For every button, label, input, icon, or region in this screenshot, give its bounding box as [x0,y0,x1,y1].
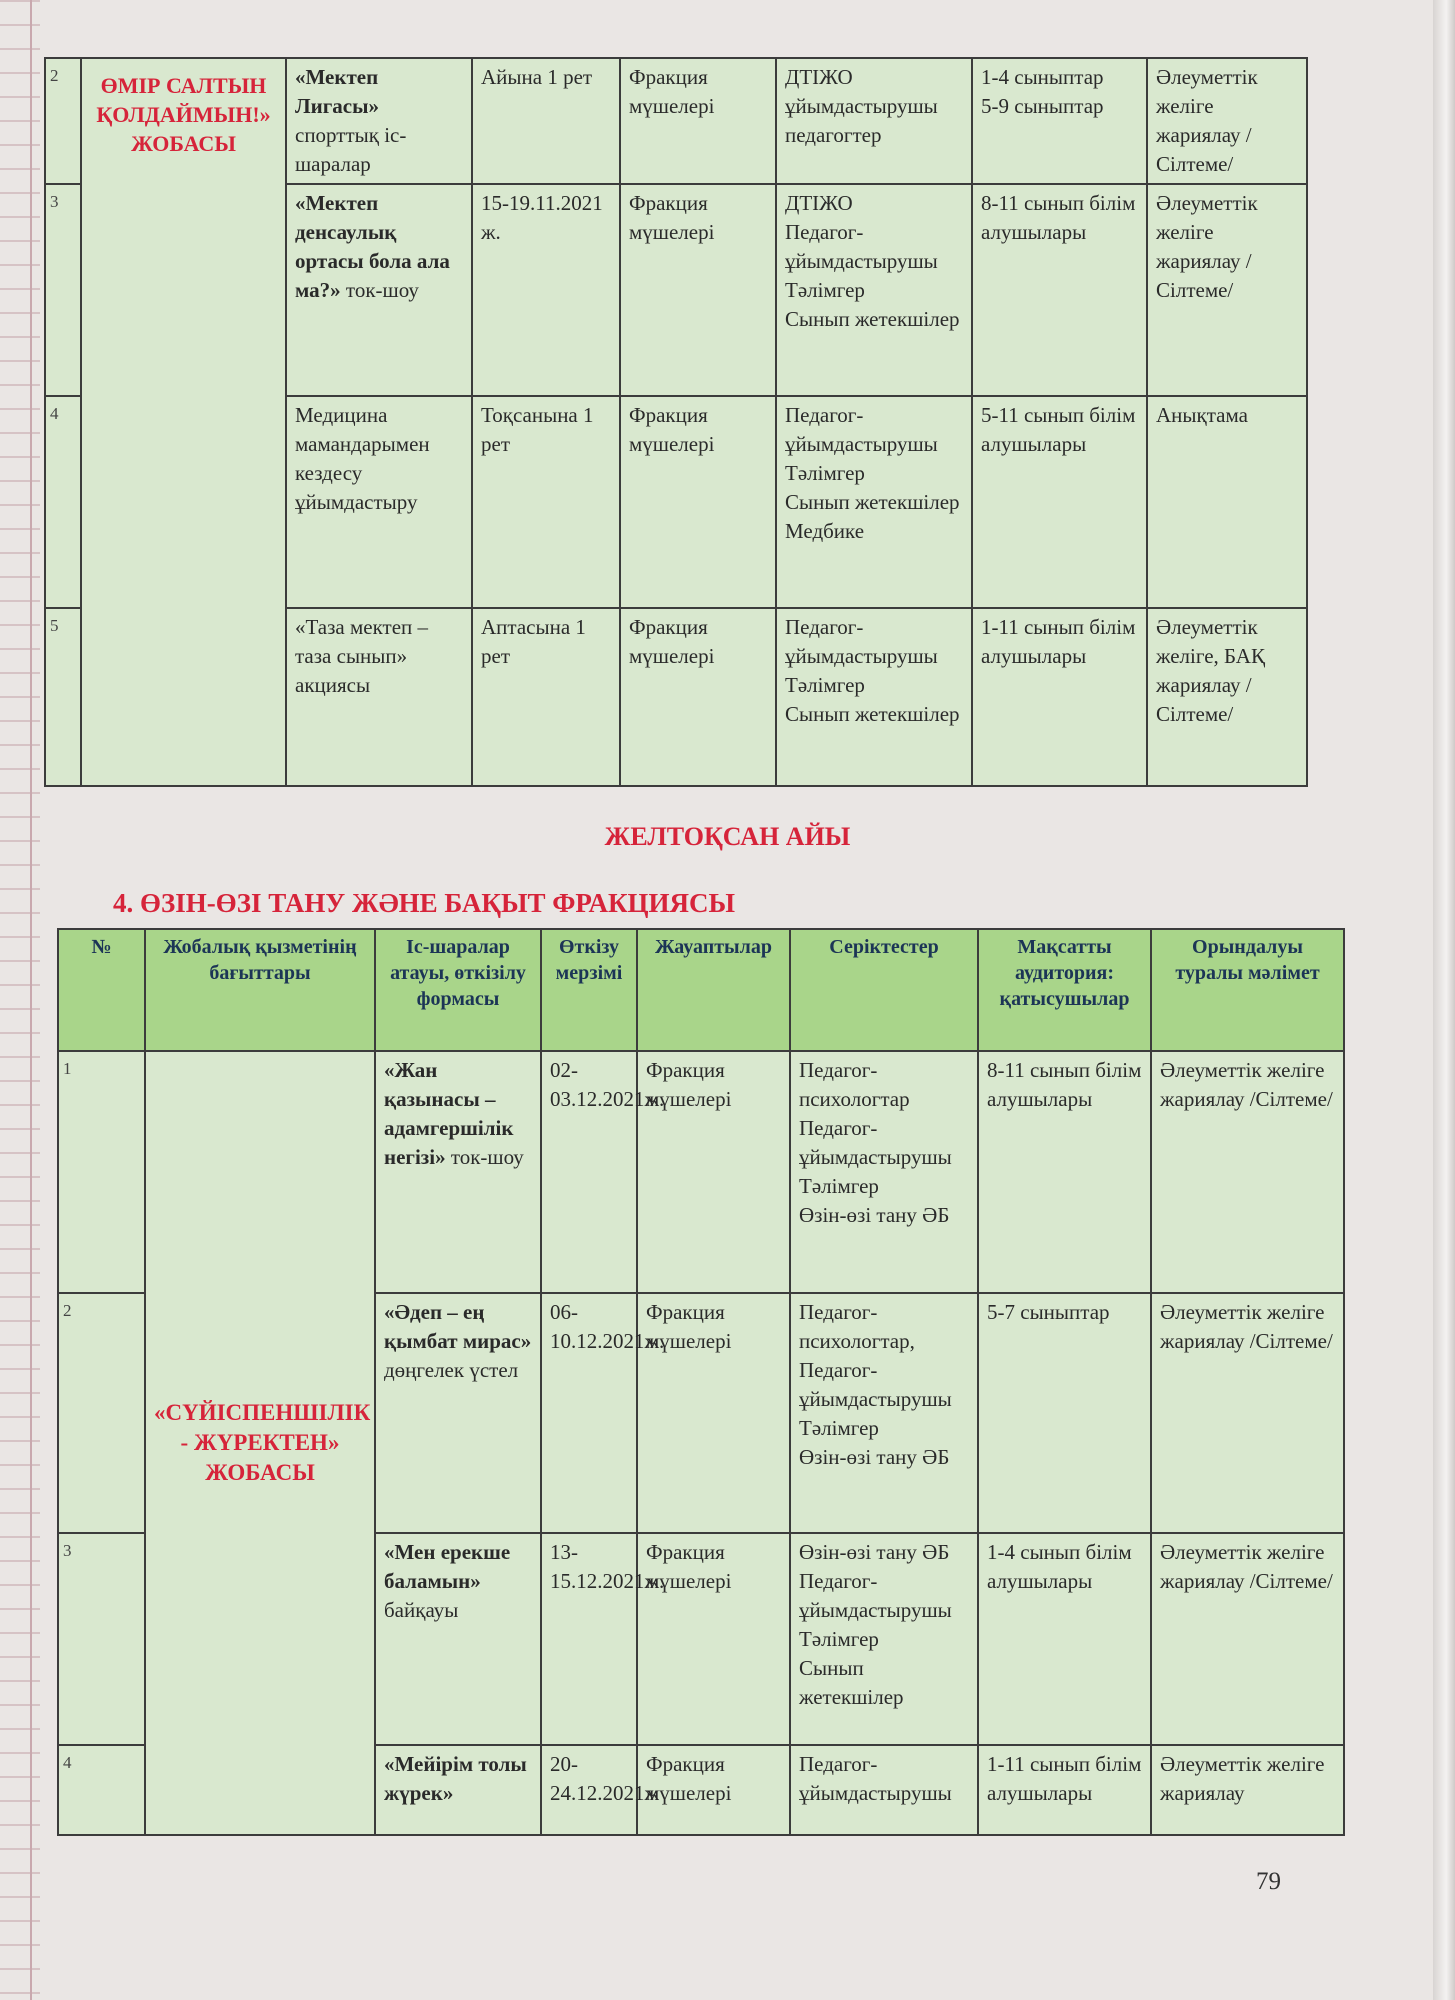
event-form: ток-шоу [450,1145,524,1169]
notebook-margin-line [30,0,32,2000]
audience-cell: 1-11 сынып білім алушылары [978,1745,1151,1835]
event-form: спорттық іс-шаралар [295,123,407,176]
date-cell: 20-24.12.2021ж [541,1745,637,1835]
row-number: 3 [58,1533,145,1745]
column-header-partners: Серіктестер [790,929,978,1051]
result-cell: Әлеуметтік желіге, БАҚ жариялау /Сілтеме/ [1147,608,1307,786]
audience-cell: 8-11 сынып білім алушылары [978,1051,1151,1293]
project-title: ӨМІР САЛТЫН ҚОЛДАЙМЫН!» ЖОБАСЫ [81,58,286,786]
project-title: «СҮЙІСПЕНШІЛІК - ЖҮРЕКТЕН» ЖОБАСЫ [145,1051,375,1835]
partners-cell: Педагог-ұйымдастырушы Тәлімгер Сынып жетекшілер [776,608,972,786]
responsible-cell: Фракция мүшелері [620,58,776,184]
result-cell: Әлеуметтік желіге жариялау /Сілтеме/ [1147,184,1307,396]
page-edge-shadow [1433,0,1455,2000]
responsible-cell: Фракция мүшелері [637,1293,790,1533]
row-number: 1 [58,1051,145,1293]
event-cell [286,396,472,608]
event-cell [375,1051,541,1293]
event-cell [286,58,472,184]
row-number: 2 [58,1293,145,1533]
audience-cell: 1-4 сыныптар 5-9 сыныптар [972,58,1147,184]
column-header-event: Іс-шаралар атауы, өткізілу формасы [375,929,541,1051]
audience-cell: 5-7 сыныптар [978,1293,1151,1533]
column-header-responsible: Жауаптылар [637,929,790,1051]
row-number: 3 [45,184,81,396]
audience-cell: 5-11 сынып білім алушылары [972,396,1147,608]
responsible-cell: Фракция мүшелері [620,396,776,608]
responsible-cell: Фракция мүшелері [637,1051,790,1293]
event-cell [286,184,472,396]
result-cell: Әлеуметтік желіге жариялау /Сілтеме/ [1151,1533,1344,1745]
event-title: «Жан қазынасы – адамгершілік негізі» [384,1058,514,1169]
column-header-date: Өткізу мерзімі [541,929,637,1051]
notebook-binding-marks [0,0,40,2000]
event-title: «Мейірім толы жүрек» [384,1752,527,1805]
partners-cell: Педагог-ұйымдастырушы [790,1745,978,1835]
table-header-row [58,929,1344,1051]
health-project-table [44,57,1308,787]
date-cell: 06-10.12.2021ж. [541,1293,637,1533]
event-cell [286,608,472,786]
partners-cell: Өзін-өзі тану ӘБ Педагог-ұйымдастырушы Тәлімгер Сынып жетекшілер [790,1533,978,1745]
row-number: 4 [45,396,81,608]
date-cell: 02-03.12.2021ж. [541,1051,637,1293]
column-header-direction: Жобалық қызметінің бағыттары [145,929,375,1051]
event-form: Медицина мамандарымен кездесу ұйымдастыру [295,403,430,514]
result-cell: Әлеуметтік желіге жариялау /Сілтеме/ [1147,58,1307,184]
result-cell: Әлеуметтік желіге жариялау /Сілтеме/ [1151,1051,1344,1293]
date-cell: Айына 1 рет [472,58,620,184]
table-row [58,1051,1344,1293]
event-title: «Мектеп Лигасы» [295,65,379,118]
responsible-cell: Фракция мүшелері [637,1533,790,1745]
event-form: «Таза мектеп – таза сынып» акциясы [295,615,429,697]
audience-cell: 1-11 сынып білім алушылары [972,608,1147,786]
column-header-result: Орындалуы туралы мәлімет [1151,929,1344,1051]
event-form: дөңгелек үстел [384,1358,519,1382]
date-cell: 15-19.11.2021 ж. [472,184,620,396]
row-number: 2 [45,58,81,184]
column-header-audience: Мақсатты аудитория: қатысушылар [978,929,1151,1051]
row-number: 4 [58,1745,145,1835]
responsible-cell: Фракция мүшелері [620,608,776,786]
audience-cell: 8-11 сынып білім алушылары [972,184,1147,396]
event-cell [375,1745,541,1835]
result-cell: Әлеуметтік желіге жариялау [1151,1745,1344,1835]
partners-cell: Педагог-ұйымдастырушы Тәлімгер Сынып жетекшілер Медбике [776,396,972,608]
date-cell: Тоқсанына 1 рет [472,396,620,608]
page-number: 79 [1256,1868,1281,1895]
responsible-cell: Фракция мүшелері [620,184,776,396]
month-heading: ЖЕЛТОҚСАН АЙЫ [604,822,851,851]
event-cell [375,1293,541,1533]
event-cell [375,1533,541,1745]
partners-cell: ДТІЖО ұйымдастырушы педагогтер [776,58,972,184]
result-cell: Анықтама [1147,396,1307,608]
row-number: 5 [45,608,81,786]
event-title: «Мектеп денсаулық ортасы бола ала ма?» [295,191,450,302]
partners-cell: ДТІЖО Педагог-ұйымдастырушы Тәлімгер Сынып жетекшілер [776,184,972,396]
date-cell: Аптасына 1 рет [472,608,620,786]
partners-cell: Педагог-психологтар, Педагог-ұйымдастырушы Тәлімгер Өзін-өзі тану ӘБ [790,1293,978,1533]
section-heading: 4. ӨЗІН-ӨЗІ ТАНУ ЖӘНЕ БАҚЫТ ФРАКЦИЯСЫ [113,888,736,918]
event-title: «Мен ерекше баламын» [384,1540,511,1593]
result-cell: Әлеуметтік желіге жариялау /Сілтеме/ [1151,1293,1344,1533]
self-knowledge-project-table [57,928,1345,1836]
column-header-number: № [58,929,145,1051]
event-title: «Әдеп – ең қымбат мирас» [384,1300,532,1353]
responsible-cell: Фракция мүшелері [637,1745,790,1835]
date-cell: 13-15.12.2021ж. [541,1533,637,1745]
event-form: байқауы [384,1598,459,1622]
event-form: ток-шоу [345,278,419,302]
audience-cell: 1-4 сынып білім алушылары [978,1533,1151,1745]
partners-cell: Педагог-психологтар Педагог-ұйымдастырушы Тәлімгер Өзін-өзі тану ӘБ [790,1051,978,1293]
table-row [45,58,1307,184]
